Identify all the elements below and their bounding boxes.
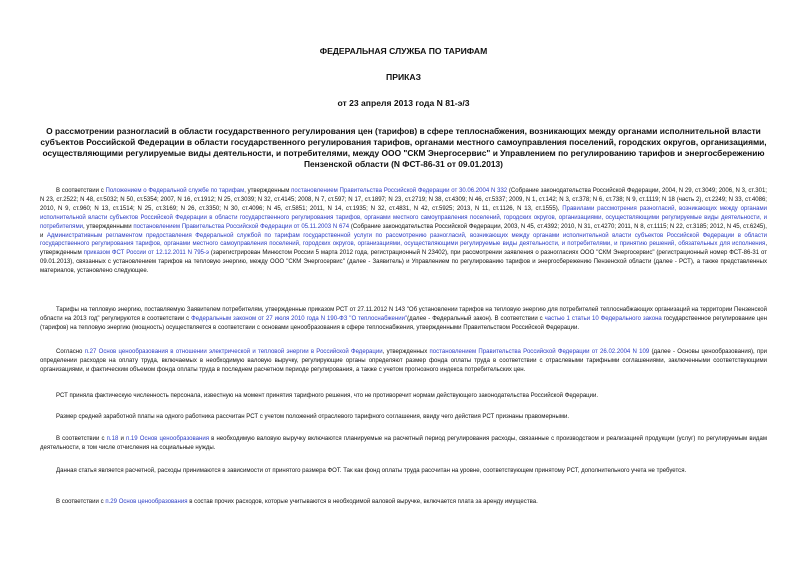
- p6-text: в необходимую валовую выручку включаются планируемые на расчетный период регулирования расходы, связанные с производством и реализацией продукции (услуг) по регулируемым видам деятельности, в том числе отчисления на социальные нужды.: [40, 436, 767, 451]
- link-p19-pricing-basics[interactable]: п.19 Основ ценообразования: [125, 436, 210, 442]
- link-decree-674[interactable]: постановлением Правительства Российской Федерации от 05.11.2003 N 674: [133, 223, 350, 230]
- document-type: ПРИКАЗ: [386, 72, 421, 82]
- paragraph-7: [40, 467, 767, 476]
- p1-text: , утвержденными: [82, 223, 134, 230]
- document-date-number: от 23 апреля 2013 года N 81-э/3: [337, 98, 470, 108]
- p2-text: государственное регулирование цен (тарифов) на тепловую энергию (мощность) осуществляется в соответствии с основами ценообразования в сфере теплоснабжения, утвержденными Правительством Российской Федерации.: [40, 315, 767, 331]
- p1-text: , утвержденным: [40, 241, 767, 257]
- link-article-10[interactable]: частью 1 статьи 10 Федерального закона: [544, 315, 662, 322]
- link-decree-109[interactable]: постановлением Правительства Российской Федерации от 26.02.2004 N 109: [429, 349, 650, 355]
- link-law-190fz[interactable]: Федеральным законом от 27 июля 2010 года N 190-ФЗ "О теплоснабжении": [191, 315, 408, 322]
- p5-text: Размер средней заработной платы на одного работника рассчитан РСТ с учетом положений отраслевого тарифного соглашения, ввиду чего действия РСТ признаны правомерными.: [56, 414, 570, 420]
- p8-text: В соответствии с: [56, 499, 106, 505]
- p1-text: В соответствии с: [56, 188, 106, 194]
- p6-text: и: [118, 436, 126, 442]
- agency-title: ФЕДЕРАЛЬНАЯ СЛУЖБА ПО ТАРИФАМ: [319, 46, 488, 56]
- paragraph-5: [40, 413, 767, 422]
- paragraph-3: [40, 348, 767, 375]
- link-pricing-basics-p27[interactable]: п.27 Основ ценообразования в отношении электрической и тепловой энергии в Российской Федерации: [84, 349, 383, 355]
- link-admin-regulation[interactable]: Административным регламентом предоставления Федеральной службой по тарифам государственной услуги по рассмотрению разногласий, возникающих между органами исполнительной власти субъектов Российской Федерации в области государственного регулирования тарифов, органами местного самоуправления поселений, городских округов, организациями, осуществляющими регулируемые виды деятельности, и потребителями, и принятию решений, обязательных для исполнения: [40, 232, 767, 248]
- paragraph-4: [40, 392, 767, 401]
- p1-text: (Собрание законодательства Российской Федерации, 2004, N 29, ст.3049; 2006, N 3, ст.301; N 23, ст.2522; N 48, ст.5032; N 50, ст.5354; 2007, N 16, ст.1912; N 25, ст.3039; N 32, ст.4145; 2008, N 7, ст.597; N 17, ст.1897; N 23, ст.2719; N 38, ст.4309; N 46, ст.5337; 2009, N 1, ст.142; N 3, ст.378; N 6, ст.738; N 9, ст.1119; N 18 (часть 2), ст.2249; N 33, ст.4086; 2010, N 9, ст.960; N 13, ст.1514; N 25, ст.3169; N 26, ст.3350; N 30, ст.4096; N 45, ст.5851; 2011, N 14, ст.1935; N 32, ст.4831, N 42, ст.5925; 2013, N 11, ст.1126, N 13, ст.1555),: [40, 188, 767, 212]
- link-order-795[interactable]: приказом ФСТ России от 12.12.2011 N 795-э: [83, 250, 210, 257]
- link-decree-332[interactable]: постановлением Правительства Российской Федерации от 30.06.2004 N 332: [291, 188, 508, 194]
- p8-text: в состав прочих расходов, которые учитываются в необходимой валовой выручке, включается плата за аренду имущества.: [187, 499, 538, 505]
- p3-text: Согласно: [56, 349, 85, 355]
- document-subject: О рассмотрении разногласий в области государственного регулирования цен (тарифов) в сфере теплоснабжения, возникающих между органами исполнительной власти субъектов Российской Федерации в области государственного регулирования тарифов, органами местного самоуправления поселений, городских округов, организациями, осуществляющими регулируемые виды деятельности, и потребителями, между ООО "СКМ Энергосервис" и Управлением по регулированию тарифов и энергосбережению Пензенской области (N ФСТ-86-31 от 09.01.2013): [40, 126, 767, 169]
- paragraph-6: [40, 435, 767, 453]
- p2-text: Тарифы на тепловую энергию, поставляемую Заявителем потребителям, утвержденные приказом РСТ от 27.11.2012 N 143 "Об установлении тарифов на тепловую энергию для потребителей теплоснабжающих организаций на территории Пензенской области на 2013 год" регулируются в соответствии с: [40, 307, 767, 322]
- paragraph-8: [40, 498, 767, 507]
- p7-text: Данная статья является расчетной, расходы принимаются в зависимости от принятого размера ФОТ. Так как фонд оплаты труда рассчитан на уровне, соответствующем принятому РСТ, дополнительного учета не требуется.: [56, 468, 687, 474]
- link-p18[interactable]: п.18: [106, 436, 119, 442]
- p1-text: , утвержденным: [244, 188, 292, 194]
- p1-text: (зарегистрирован Минюстом России 5 марта 2012 года, регистрационный N 23402), при рассмотрении заявления о разногласиях ООО "СКМ Энергосервис" (регистрационный номер ФСТ-86-31 от 09.01.2013), связанных с установлением тарифов на тепловую энергию, между ООО "СКМ Энергосервис" (далее - Заявитель) и Управлением по регулированию тарифов и энергосбережению Пензенской области (далее - РСТ), а также представленных материалов, установлено следующее.: [40, 250, 768, 275]
- link-fst-regulation[interactable]: Положением о Федеральной службе по тарифам: [105, 188, 245, 194]
- p4-text: РСТ приняла фактическую численность персонала, известную на момент принятия тарифного решения, что не противоречит нормам действующего законодательства Российской Федерации.: [56, 393, 599, 399]
- link-p29-pricing-basics[interactable]: п.29 Основ ценообразования: [105, 499, 188, 505]
- p2-text: (далее - Федеральный закон). В соответствии с: [407, 315, 545, 322]
- p1-text: (Собрание законодательства Российской Федерации, 2003, N 45, ст.4392; 2010, N 31, ст.4270; 2011, N 8, ст.1115; N 22, ст.3185; 2012, N 45, ст.6245), и: [40, 223, 767, 239]
- p3-text: (далее - Основы ценообразования), при определении расходов на оплату труда, включаемых в необходимую валовую выручку, регулирующие органы определяют размер фонда оплаты труда в соответствии с отраслевыми тарифными соглашениями, заключенными соответствующими организациями, и фактическим объемом фонда оплаты труда в последнем расчетном периоде регулирования, а также с учетом прогнозного индекса потребительских цен.: [40, 349, 767, 373]
- p6-text: В соответствии с: [56, 436, 107, 442]
- link-disagreement-rules[interactable]: Правилами рассмотрения разногласий, возникающих между органами исполнительной власти субъектов Российской Федерации в области государственного регулирования тарифов, органами местного самоуправления поселений, городских округов, организациями, осуществляющими регулируемые виды деятельности, и потребителями: [40, 205, 767, 230]
- paragraph-1: [40, 187, 767, 276]
- paragraph-2: [40, 306, 767, 333]
- p3-text: , утвержденных: [382, 349, 430, 355]
